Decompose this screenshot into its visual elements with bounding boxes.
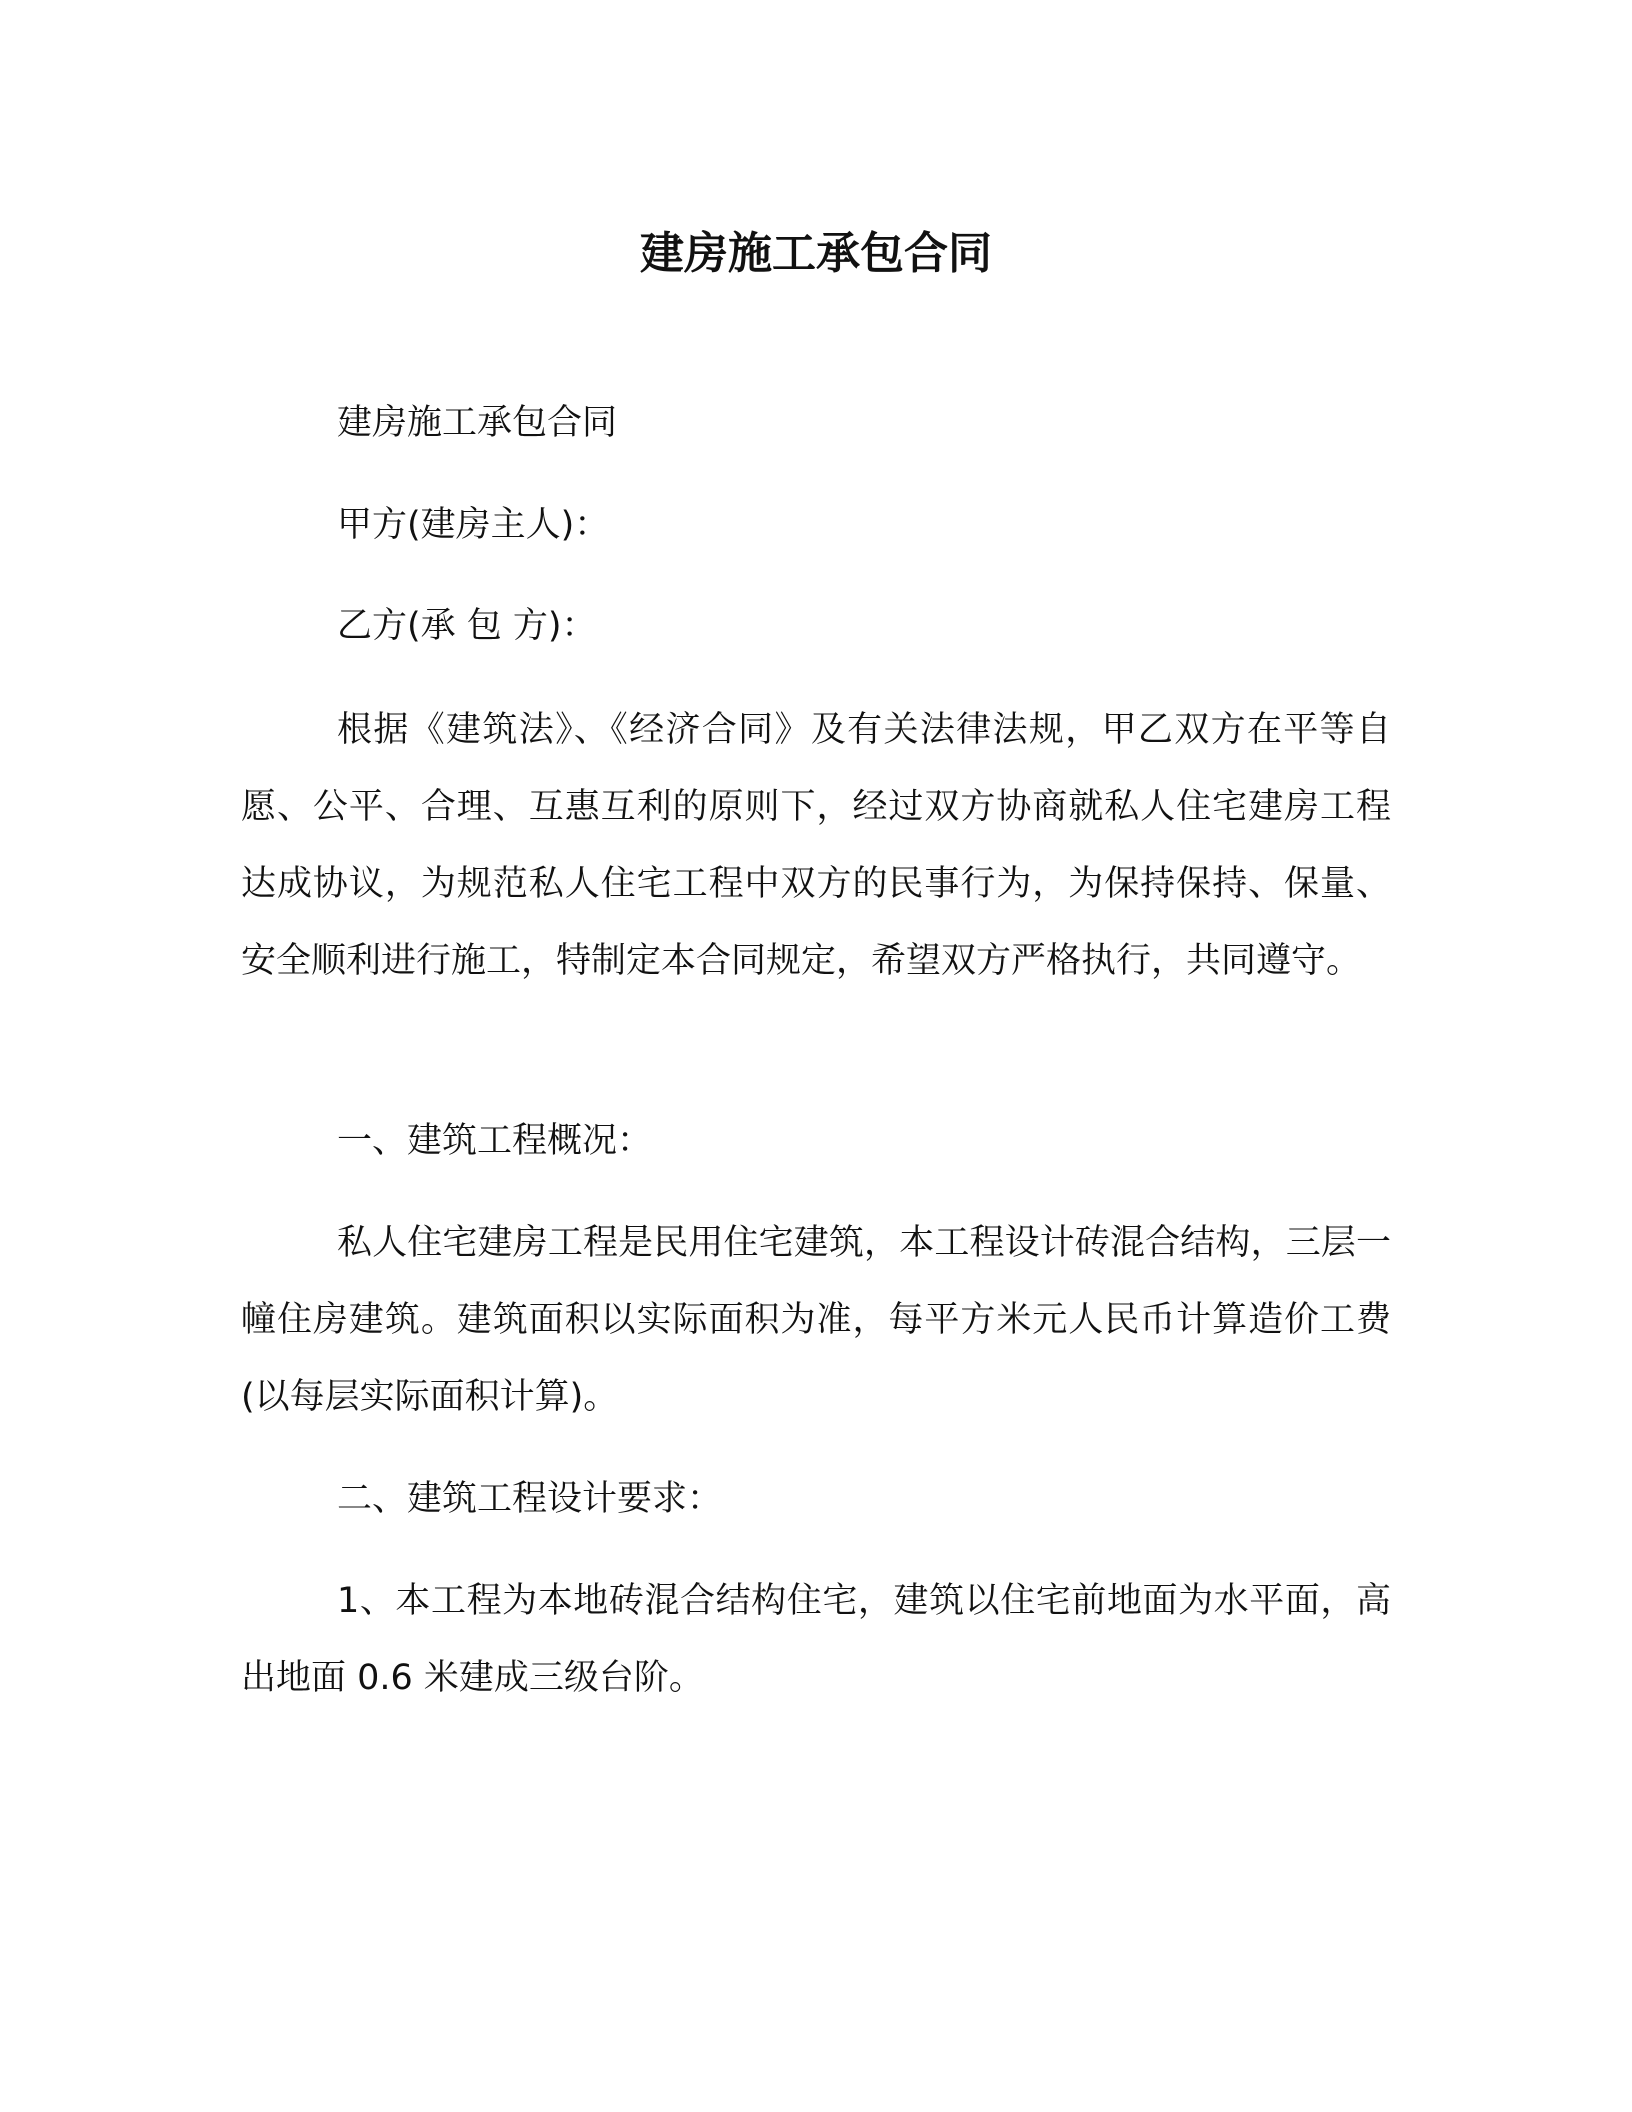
party-b-line: 乙方(承 包 方)： xyxy=(337,606,597,646)
section-1-body: 私人住宅建房工程是民用住宅建筑，本工程设计砖混合结构，三层一幢住房建筑。建筑面积以实际面积为准，每平方米元人民币计算造价工费(以每层实际面积计算)。 xyxy=(241,1223,1391,1417)
subtitle-paragraph: 建房施工承包合同 xyxy=(337,403,618,443)
section-2-item-1: 1、本工程为本地砖混合结构住宅，建筑以住宅前地面为水平面，高出地面 0.6 米建成三级台阶。 xyxy=(241,1581,1391,1698)
section-1-heading: 一、建筑工程概况： xyxy=(337,1121,653,1161)
document-title: 建房施工承包合同 xyxy=(640,228,992,279)
party-a-line: 甲方(建房主人)： xyxy=(337,505,610,545)
preamble-paragraph: 根据《建筑法》、《经济合同》及有关法律法规，甲乙双方在平等自愿、公平、合理、互惠互利的原则下，经过双方协商就私人住宅建房工程达成协议，为规范私人住宅工程中双方的民事行为，为保持保持、保量、安全顺利进行施工，特制定本合同规定，希望双方严格执行，共同遵守。 xyxy=(241,710,1391,981)
section-2-heading: 二、建筑工程设计要求： xyxy=(337,1479,723,1519)
